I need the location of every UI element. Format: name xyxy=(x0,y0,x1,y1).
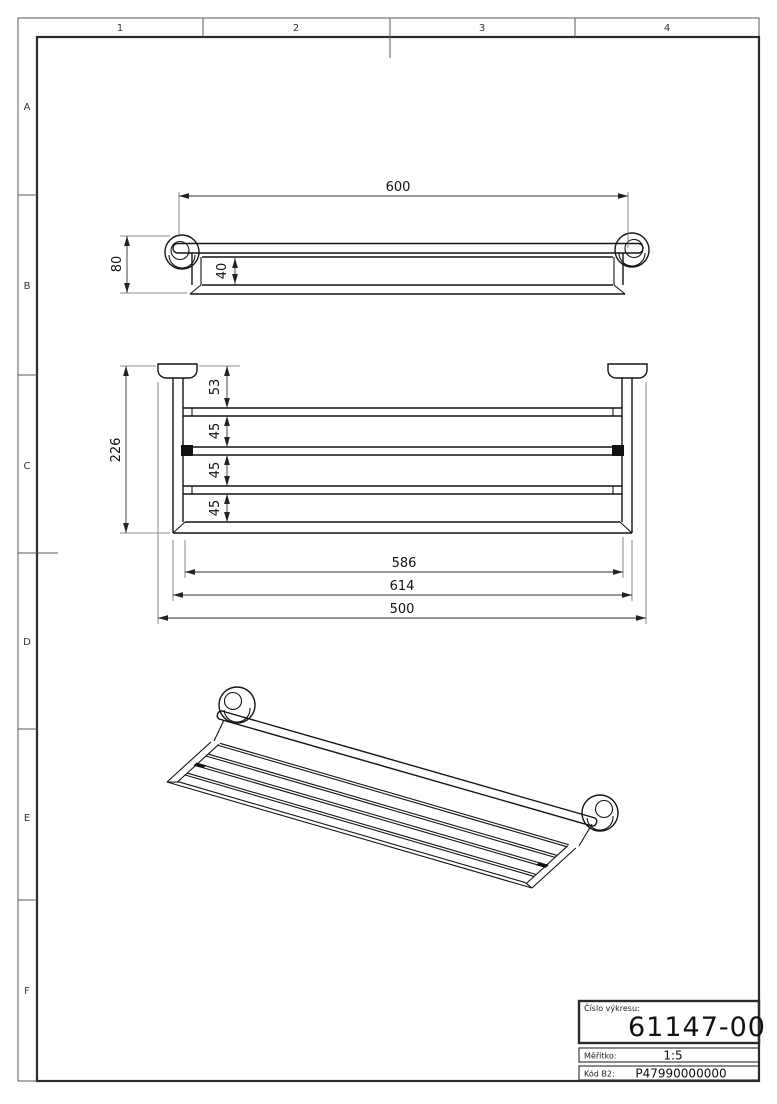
scale-value: 1:5 xyxy=(663,1048,683,1063)
dim-text-586: 586 xyxy=(391,556,417,571)
isometric-view xyxy=(167,687,618,888)
grid-row-label: D xyxy=(23,637,31,648)
iso-right-mount xyxy=(582,795,618,831)
grid-column-label: 1 xyxy=(116,23,124,34)
front-view-shelf-body xyxy=(190,253,625,294)
plan-bar2-right-cap xyxy=(612,445,624,456)
iso-towel-bar xyxy=(217,711,596,826)
dim-text-53: 53 xyxy=(208,378,223,396)
scale-label: Měřítko: xyxy=(584,1051,617,1061)
grid-row-label: C xyxy=(23,461,31,472)
iso-left-post xyxy=(214,720,224,741)
dim-text-45a: 45 xyxy=(208,422,223,440)
front-view-right-mount xyxy=(615,233,649,267)
title-block xyxy=(579,1001,766,1081)
dim-text-80: 80 xyxy=(110,255,125,273)
plan-front-rail xyxy=(173,522,632,533)
grid-column-label: 2 xyxy=(292,23,300,34)
plan-bar-1 xyxy=(183,408,622,416)
dim-text-40: 40 xyxy=(215,262,230,280)
plan-view xyxy=(109,364,647,624)
plan-dim-inner-width xyxy=(185,537,623,578)
front-dim-bar-offset xyxy=(215,258,235,284)
dim-text-600: 600 xyxy=(385,180,411,195)
dim-text-45b: 45 xyxy=(208,461,223,479)
front-view-towel-bar xyxy=(173,244,643,254)
sheet-frame xyxy=(18,18,759,1081)
dim-text-614: 614 xyxy=(389,579,415,594)
front-view xyxy=(110,180,649,294)
plan-gap-dims xyxy=(199,366,240,522)
plan-dim-depth xyxy=(109,366,170,533)
grid-column-label: 3 xyxy=(478,23,486,34)
grid-row-label: B xyxy=(23,281,31,292)
plan-bar-3 xyxy=(183,486,622,494)
grid-row-label: A xyxy=(23,102,31,113)
iso-left-mount xyxy=(219,687,255,723)
plan-right-bracket xyxy=(608,364,647,378)
dim-text-45c: 45 xyxy=(208,499,223,517)
code-value: P47990000000 xyxy=(635,1066,727,1081)
plan-bar-2 xyxy=(181,445,624,456)
title-block-number-label: Číslo výkresu: xyxy=(584,1004,640,1013)
grid-row-label: F xyxy=(24,986,30,997)
plan-bar2-left-cap xyxy=(181,445,193,456)
drawing-number: 61147-00 xyxy=(628,1012,766,1043)
dim-text-226: 226 xyxy=(109,437,124,463)
grid-column-label: 4 xyxy=(663,23,671,34)
dim-text-500: 500 xyxy=(389,602,415,617)
grid-row-label: E xyxy=(23,813,31,824)
plan-left-bracket xyxy=(158,364,197,378)
code-label: Kód B2: xyxy=(584,1069,615,1079)
front-dim-width xyxy=(179,180,628,248)
front-view-left-mount xyxy=(165,235,199,269)
